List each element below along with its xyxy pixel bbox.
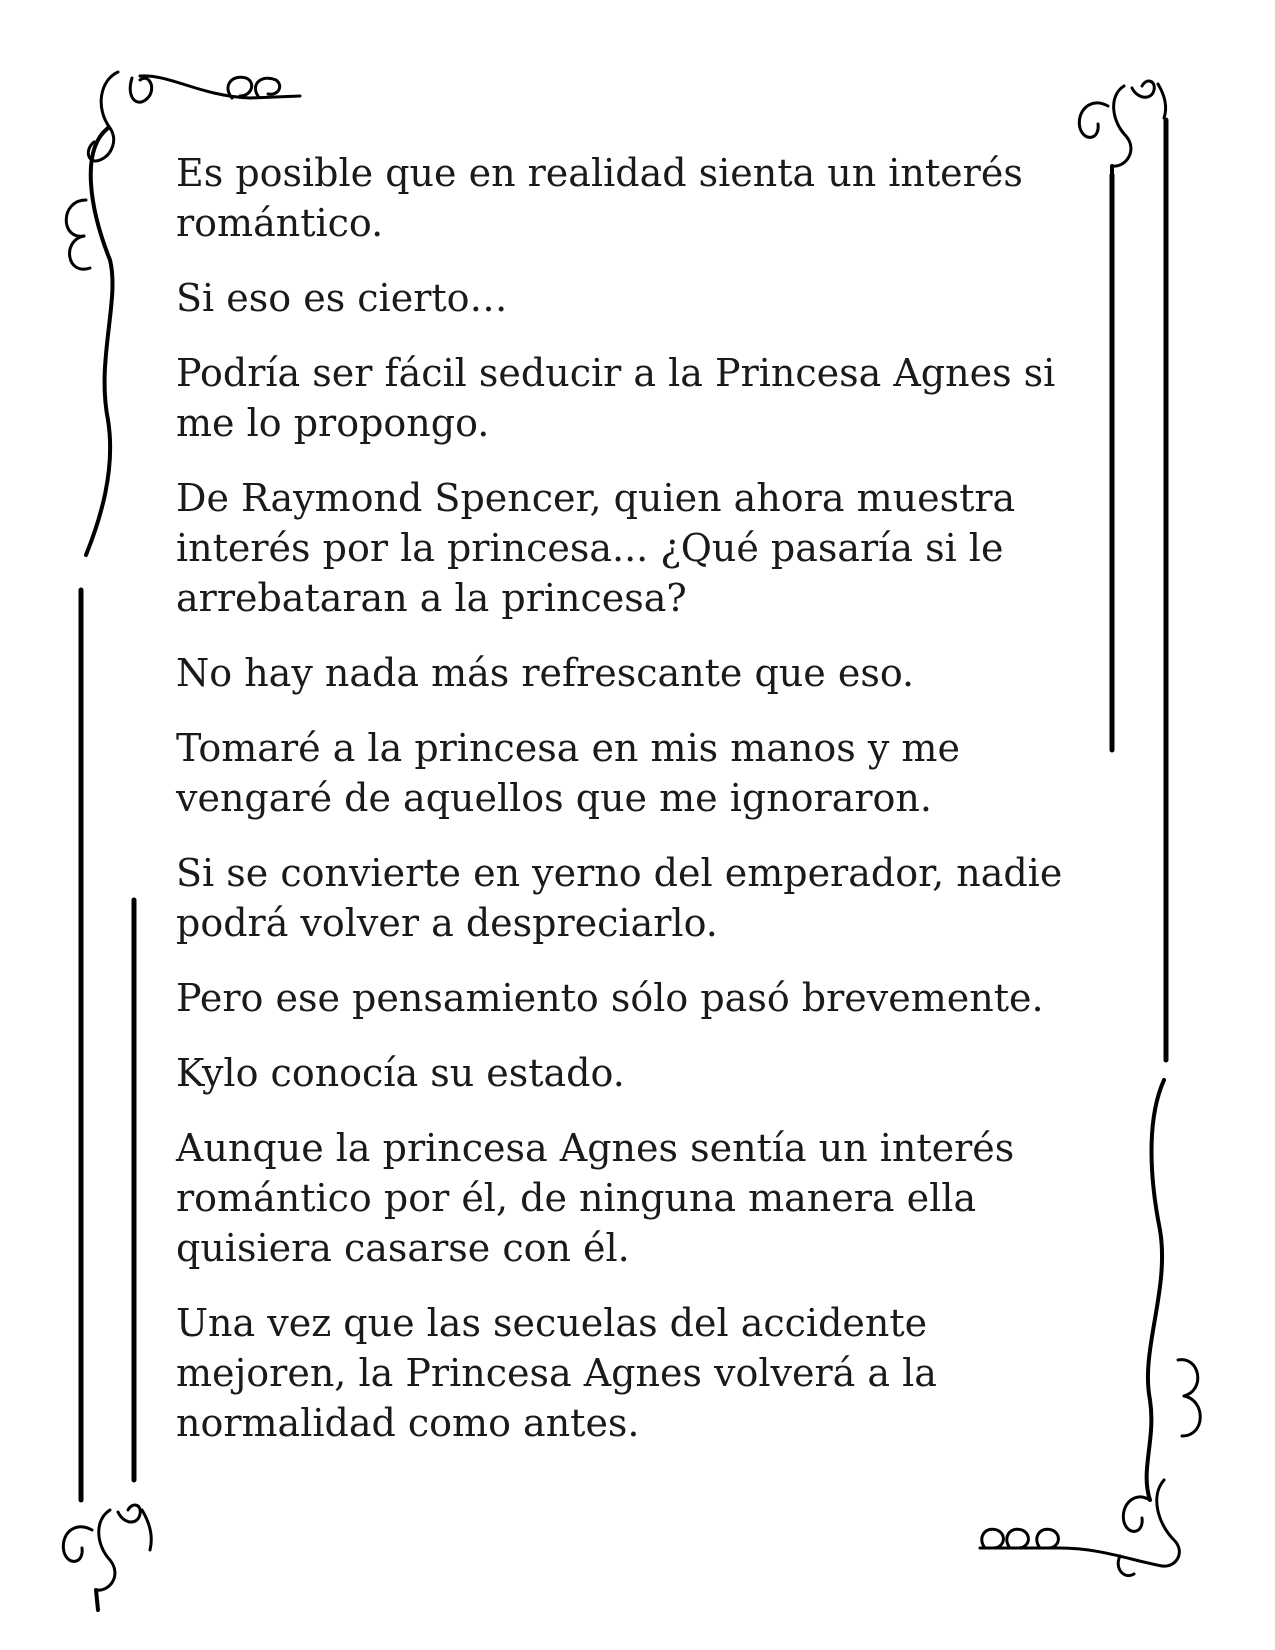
- paragraph: No hay nada más refrescante que eso.: [176, 651, 915, 695]
- paragraph: Podría ser fácil seducir a la Princesa Agnes si me lo propongo.: [176, 351, 1056, 445]
- paragraph: Si eso es cierto…: [176, 276, 508, 320]
- paragraph: Kylo conocía su estado.: [176, 1051, 625, 1095]
- paragraph: Es posible que en realidad sienta un interés romántico.: [176, 151, 1023, 245]
- paragraph: De Raymond Spencer, quien ahora muestra interés por la princesa... ¿Qué pasaría si le arrebataran a la princesa?: [176, 476, 1016, 620]
- paragraph: Tomaré a la princesa en mis manos y me vengaré de aquellos que me ignoraron.: [176, 726, 960, 820]
- paragraph: Pero ese pensamiento sólo pasó brevemente.: [176, 976, 1044, 1020]
- paragraph: Aunque la princesa Agnes sentía un interés romántico por él, de ninguna manera ella quisiera casarse con él.: [176, 1126, 1015, 1270]
- paragraph: Una vez que las secuelas del accidente mejoren, la Princesa Agnes volverá a la normalidad como antes.: [176, 1301, 937, 1445]
- bottom-left-flourish: [63, 1505, 151, 1610]
- story-text: [176, 148, 1096, 1473]
- paragraph: Si se convierte en yerno del emperador, nadie podrá volver a despreciarlo.: [176, 851, 1063, 945]
